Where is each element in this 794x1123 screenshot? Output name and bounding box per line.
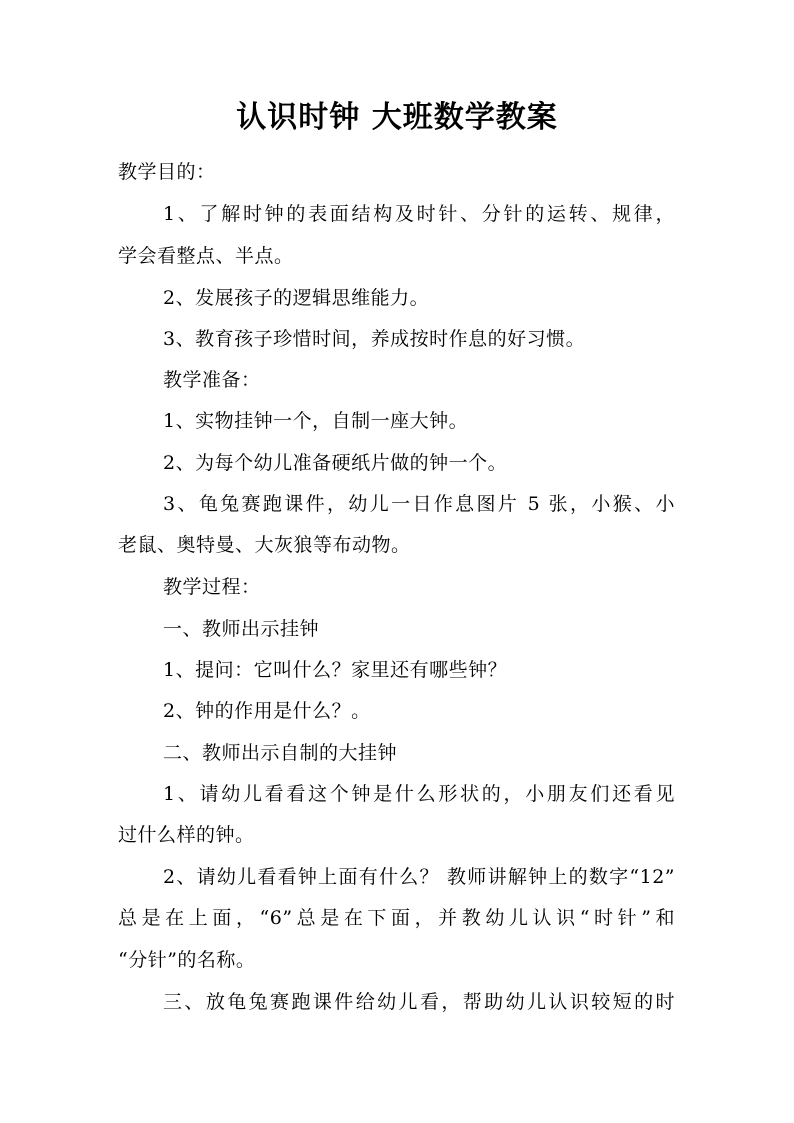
paragraph-line: 过什么样的钟。 [118,824,255,846]
paragraph-line: 1、请幼儿看看这个钟是什么形状的，小朋友们还看见 [163,783,675,805]
paragraph-line: 3、龟兔赛跑课件，幼儿一日作息图片 5 张，小猴、小 [163,493,675,515]
paragraph-line: 1、了解时钟的表面结构及时针、分针的运转、规律， [163,203,675,225]
document-title: 认识时钟 大班数学教案 [236,100,558,135]
paragraph-line: 2、钟的作用是什么？。 [163,700,371,722]
paragraph-line: 总是在上面，“6”总是在下面，并教幼儿认识“时针”和 [118,907,675,929]
paragraph-line: 老鼠、奥特曼、大灰狼等布动物。 [118,534,411,556]
paragraph-line: “分针”的名称。 [118,949,256,971]
section-heading-objectives: 教学目的： [118,161,216,183]
section-heading-process: 教学过程： [163,576,261,598]
paragraph-line: 1、提问：它叫什么？家里还有哪些钟？ [163,659,508,681]
paragraph-line: 1、实物挂钟一个，自制一座大钟。 [163,410,469,432]
section-heading-preparation: 教学准备： [163,369,261,391]
paragraph-line: 2、发展孩子的逻辑思维能力。 [163,287,430,309]
paragraph-line: 一、教师出示挂钟 [163,618,320,640]
paragraph-line: 三、放龟兔赛跑课件给幼儿看，帮助幼儿认识较短的时 [163,991,675,1013]
paragraph-line: 3、教育孩子珍惜时间，养成按时作息的好习惯。 [163,328,586,350]
paragraph-line: 2、为每个幼儿准备硬纸片做的钟一个。 [163,452,508,474]
paragraph-line: 二、教师出示自制的大挂钟 [163,742,398,764]
paragraph-line: 2、请幼儿看看钟上面有什么？ 教师讲解钟上的数字“12” [163,866,675,888]
paragraph-line: 学会看整点、半点。 [118,245,294,267]
